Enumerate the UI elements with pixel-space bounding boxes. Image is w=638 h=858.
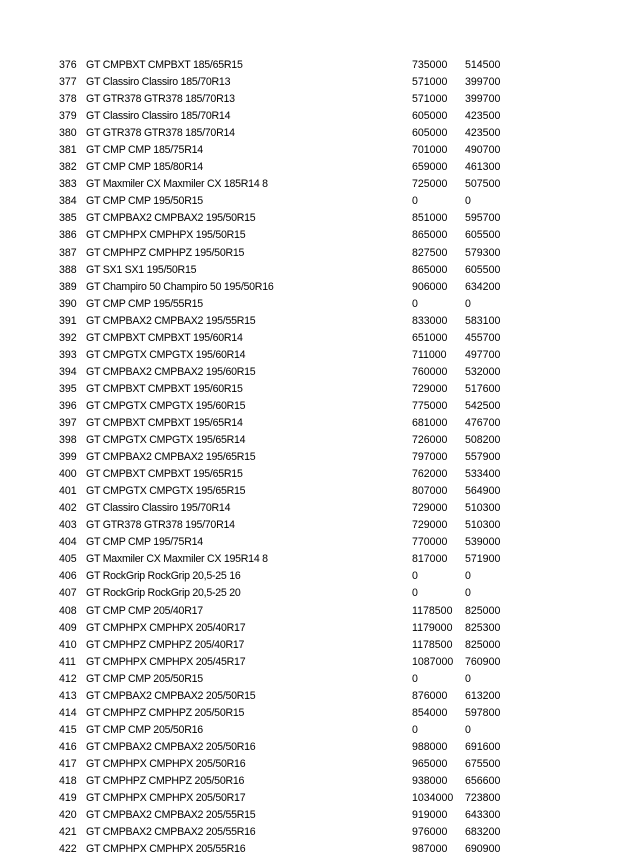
product-description: GT Classiro Classiro 195/70R14 bbox=[86, 502, 231, 515]
row-number: 394 bbox=[59, 365, 77, 378]
net-price: 634200 bbox=[465, 280, 501, 293]
net-price: 564900 bbox=[465, 485, 501, 498]
product-description: GT CMPGTX CMPGTX 195/60R14 bbox=[86, 348, 246, 361]
product-description: GT CMPHPZ CMPHPZ 205/50R16 bbox=[86, 774, 245, 787]
list-price: 762000 bbox=[412, 468, 448, 481]
list-price: 605000 bbox=[412, 110, 448, 123]
list-price: 976000 bbox=[412, 826, 448, 839]
table-row bbox=[0, 415, 638, 432]
list-price: 729000 bbox=[412, 382, 448, 395]
net-price: 643300 bbox=[465, 809, 501, 822]
net-price: 825000 bbox=[465, 604, 501, 617]
product-description: GT CMPGTX CMPGTX 195/65R14 bbox=[86, 434, 246, 447]
table-row bbox=[0, 551, 638, 568]
table-row bbox=[0, 688, 638, 705]
list-price: 571000 bbox=[412, 76, 448, 89]
table-row bbox=[0, 176, 638, 193]
net-price: 723800 bbox=[465, 792, 501, 805]
product-description: GT CMPHPX CMPHPX 205/50R17 bbox=[86, 792, 246, 805]
net-price: 691600 bbox=[465, 740, 501, 753]
row-number: 421 bbox=[59, 826, 77, 839]
list-price: 725000 bbox=[412, 178, 448, 191]
product-description: GT CMP CMP 195/50R15 bbox=[86, 195, 203, 208]
net-price: 0 bbox=[465, 587, 471, 600]
table-row bbox=[0, 654, 638, 671]
list-price: 1178500 bbox=[412, 638, 453, 651]
net-price: 683200 bbox=[465, 826, 501, 839]
row-number: 388 bbox=[59, 263, 77, 276]
list-price: 726000 bbox=[412, 434, 448, 447]
net-price: 0 bbox=[465, 570, 471, 583]
list-price: 0 bbox=[412, 587, 418, 600]
table-row bbox=[0, 210, 638, 227]
product-description: GT Classiro Classiro 185/70R13 bbox=[86, 76, 231, 89]
list-price: 906000 bbox=[412, 280, 448, 293]
product-description: GT CMPHPZ CMPHPZ 195/50R15 bbox=[86, 246, 245, 259]
net-price: 510300 bbox=[465, 502, 501, 515]
row-number: 413 bbox=[59, 689, 77, 702]
list-price: 988000 bbox=[412, 740, 448, 753]
table-row bbox=[0, 620, 638, 637]
product-description: GT CMPBAX2 CMPBAX2 195/50R15 bbox=[86, 212, 256, 225]
list-price: 807000 bbox=[412, 485, 448, 498]
net-price: 0 bbox=[465, 672, 471, 685]
row-number: 377 bbox=[59, 76, 77, 89]
product-description: GT CMPBAX2 CMPBAX2 205/50R16 bbox=[86, 740, 256, 753]
table-row bbox=[0, 773, 638, 790]
row-number: 414 bbox=[59, 706, 77, 719]
list-price: 1087000 bbox=[412, 655, 454, 668]
product-description: GT CMP CMP 195/75R14 bbox=[86, 536, 203, 549]
table-row bbox=[0, 125, 638, 142]
row-number: 419 bbox=[59, 792, 77, 805]
row-number: 412 bbox=[59, 672, 77, 685]
row-number: 418 bbox=[59, 774, 77, 787]
row-number: 392 bbox=[59, 331, 77, 344]
row-number: 380 bbox=[59, 127, 77, 140]
table-row bbox=[0, 603, 638, 620]
list-price: 701000 bbox=[412, 144, 448, 157]
product-description: GT CMPBAX2 CMPBAX2 195/55R15 bbox=[86, 314, 256, 327]
row-number: 417 bbox=[59, 757, 77, 770]
table-row bbox=[0, 824, 638, 841]
table-row bbox=[0, 671, 638, 688]
product-description: GT Maxmiler CX Maxmiler CX 185R14 8 bbox=[86, 178, 268, 191]
net-price: 476700 bbox=[465, 416, 501, 429]
row-number: 403 bbox=[59, 519, 77, 532]
product-description: GT CMP CMP 195/55R15 bbox=[86, 297, 203, 310]
row-number: 405 bbox=[59, 553, 77, 566]
list-price: 729000 bbox=[412, 519, 448, 532]
row-number: 402 bbox=[59, 502, 77, 515]
table-row bbox=[0, 347, 638, 364]
table-row bbox=[0, 108, 638, 125]
table-row bbox=[0, 466, 638, 483]
list-price: 711000 bbox=[412, 348, 447, 361]
product-description: GT CMPHPX CMPHPX 195/50R15 bbox=[86, 229, 246, 242]
product-description: GT CMPBXT CMPBXT 195/60R14 bbox=[86, 331, 243, 344]
row-number: 408 bbox=[59, 604, 77, 617]
net-price: 517600 bbox=[465, 382, 501, 395]
list-price: 729000 bbox=[412, 502, 448, 515]
net-price: 0 bbox=[465, 297, 471, 310]
row-number: 381 bbox=[59, 144, 77, 157]
list-price: 770000 bbox=[412, 536, 448, 549]
table-row bbox=[0, 483, 638, 500]
product-description: GT CMPBAX2 CMPBAX2 195/65R15 bbox=[86, 451, 256, 464]
net-price: 508200 bbox=[465, 434, 501, 447]
row-number: 376 bbox=[59, 59, 77, 71]
row-number: 401 bbox=[59, 485, 77, 498]
net-price: 675500 bbox=[465, 757, 501, 770]
net-price: 579300 bbox=[465, 246, 501, 259]
row-number: 385 bbox=[59, 212, 77, 225]
table-row bbox=[0, 722, 638, 739]
row-number: 422 bbox=[59, 843, 77, 856]
table-row bbox=[0, 739, 638, 756]
row-number: 383 bbox=[59, 178, 77, 191]
table-row bbox=[0, 432, 638, 449]
row-number: 420 bbox=[59, 809, 77, 822]
row-number: 410 bbox=[59, 638, 77, 651]
product-description: GT CMPBXT CMPBXT 185/65R15 bbox=[86, 59, 243, 71]
table-row bbox=[0, 313, 638, 330]
table-row bbox=[0, 398, 638, 415]
net-price: 557900 bbox=[465, 451, 501, 464]
row-number: 389 bbox=[59, 280, 77, 293]
product-description: GT CMPBXT CMPBXT 195/65R14 bbox=[86, 416, 243, 429]
list-price: 651000 bbox=[412, 331, 448, 344]
row-number: 391 bbox=[59, 314, 77, 327]
table-row bbox=[0, 756, 638, 773]
list-price: 0 bbox=[412, 672, 418, 685]
table-row bbox=[0, 841, 638, 858]
product-description: GT CMPHPZ CMPHPZ 205/40R17 bbox=[86, 638, 245, 651]
list-price: 605000 bbox=[412, 127, 448, 140]
product-description: GT RockGrip RockGrip 20,5-25 16 bbox=[86, 570, 241, 583]
list-price: 0 bbox=[412, 723, 418, 736]
product-description: GT CMP CMP 205/50R15 bbox=[86, 672, 203, 685]
list-price: 987000 bbox=[412, 843, 448, 856]
product-description: GT CMPHPX CMPHPX 205/45R17 bbox=[86, 655, 246, 668]
net-price: 583100 bbox=[465, 314, 501, 327]
list-price: 797000 bbox=[412, 451, 448, 464]
product-description: GT CMPHPZ CMPHPZ 205/50R15 bbox=[86, 706, 245, 719]
net-price: 595700 bbox=[465, 212, 501, 225]
row-number: 395 bbox=[59, 382, 77, 395]
net-price: 533400 bbox=[465, 468, 501, 481]
table-row bbox=[0, 159, 638, 176]
product-description: GT CMPHPX CMPHPX 205/55R16 bbox=[86, 843, 246, 856]
list-price: 1034000 bbox=[412, 792, 454, 805]
net-price: 605500 bbox=[465, 229, 501, 242]
list-price: 827500 bbox=[412, 246, 448, 259]
row-number: 411 bbox=[59, 655, 76, 668]
row-number: 378 bbox=[59, 93, 77, 106]
net-price: 825000 bbox=[465, 638, 501, 651]
net-price: 0 bbox=[465, 723, 471, 736]
table-row bbox=[0, 534, 638, 551]
table-row bbox=[0, 91, 638, 108]
list-price: 775000 bbox=[412, 399, 448, 412]
row-number: 382 bbox=[59, 161, 77, 174]
table-row bbox=[0, 500, 638, 517]
net-price: 656600 bbox=[465, 774, 501, 787]
table-row bbox=[0, 262, 638, 279]
table-row bbox=[0, 330, 638, 347]
product-description: GT CMP CMP 185/75R14 bbox=[86, 144, 203, 157]
net-price: 455700 bbox=[465, 331, 501, 344]
product-description: GT CMPBXT CMPBXT 195/65R15 bbox=[86, 468, 243, 481]
list-price: 876000 bbox=[412, 689, 448, 702]
row-number: 393 bbox=[59, 348, 77, 361]
table-row bbox=[0, 296, 638, 313]
list-price: 760000 bbox=[412, 365, 448, 378]
list-price: 833000 bbox=[412, 314, 448, 327]
row-number: 415 bbox=[59, 723, 77, 736]
table-row bbox=[0, 517, 638, 534]
table-row bbox=[0, 74, 638, 91]
product-description: GT CMPBAX2 CMPBAX2 205/55R16 bbox=[86, 826, 256, 839]
table-row bbox=[0, 57, 638, 74]
list-price: 854000 bbox=[412, 706, 448, 719]
product-description: GT CMP CMP 185/80R14 bbox=[86, 161, 203, 174]
product-description: GT GTR378 GTR378 195/70R14 bbox=[86, 519, 235, 532]
product-description: GT Champiro 50 Champiro 50 195/50R16 bbox=[86, 280, 274, 293]
product-description: GT Maxmiler CX Maxmiler CX 195R14 8 bbox=[86, 553, 268, 566]
net-price: 399700 bbox=[465, 76, 501, 89]
row-number: 379 bbox=[59, 110, 77, 123]
net-price: 510300 bbox=[465, 519, 501, 532]
table-row bbox=[0, 364, 638, 381]
table-row bbox=[0, 449, 638, 466]
table-row bbox=[0, 245, 638, 262]
list-price: 571000 bbox=[412, 93, 448, 106]
net-price: 597800 bbox=[465, 706, 501, 719]
list-price: 817000 bbox=[412, 553, 448, 566]
list-price: 0 bbox=[412, 297, 418, 310]
list-price: 659000 bbox=[412, 161, 448, 174]
table-row bbox=[0, 279, 638, 296]
net-price: 423500 bbox=[465, 127, 501, 140]
row-number: 400 bbox=[59, 468, 77, 481]
product-description: GT CMPBXT CMPBXT 195/60R15 bbox=[86, 382, 243, 395]
table-row bbox=[0, 790, 638, 807]
list-price: 0 bbox=[412, 195, 418, 208]
net-price: 532000 bbox=[465, 365, 501, 378]
net-price: 605500 bbox=[465, 263, 501, 276]
list-price: 965000 bbox=[412, 757, 448, 770]
row-number: 396 bbox=[59, 399, 77, 412]
net-price: 490700 bbox=[465, 144, 501, 157]
table-row bbox=[0, 381, 638, 398]
table-row bbox=[0, 193, 638, 210]
net-price: 423500 bbox=[465, 110, 501, 123]
table-row bbox=[0, 637, 638, 654]
list-price: 681000 bbox=[412, 416, 448, 429]
row-number: 390 bbox=[59, 297, 77, 310]
row-number: 398 bbox=[59, 434, 77, 447]
list-price: 1178500 bbox=[412, 604, 453, 617]
net-price: 690900 bbox=[465, 843, 501, 856]
list-price: 919000 bbox=[412, 809, 448, 822]
table-row bbox=[0, 807, 638, 824]
table-row bbox=[0, 227, 638, 244]
net-price: 760900 bbox=[465, 655, 501, 668]
row-number: 386 bbox=[59, 229, 77, 242]
list-price: 865000 bbox=[412, 263, 448, 276]
list-price: 0 bbox=[412, 570, 418, 583]
table-row bbox=[0, 585, 638, 602]
net-price: 507500 bbox=[465, 178, 501, 191]
net-price: 542500 bbox=[465, 399, 501, 412]
list-price: 865000 bbox=[412, 229, 448, 242]
product-description: GT GTR378 GTR378 185/70R13 bbox=[86, 93, 235, 106]
table-row bbox=[0, 705, 638, 722]
net-price: 539000 bbox=[465, 536, 501, 549]
product-description: GT CMPGTX CMPGTX 195/60R15 bbox=[86, 399, 246, 412]
product-description: GT CMPBAX2 CMPBAX2 205/50R15 bbox=[86, 689, 256, 702]
list-price: 735000 bbox=[412, 59, 448, 71]
row-number: 406 bbox=[59, 570, 77, 583]
row-number: 399 bbox=[59, 451, 77, 464]
row-number: 409 bbox=[59, 621, 77, 634]
list-price: 1179000 bbox=[412, 621, 453, 634]
net-price: 461300 bbox=[465, 161, 501, 174]
net-price: 571900 bbox=[465, 553, 501, 566]
product-description: GT CMP CMP 205/40R17 bbox=[86, 604, 203, 617]
row-number: 384 bbox=[59, 195, 77, 208]
product-description: GT CMPBAX2 CMPBAX2 195/60R15 bbox=[86, 365, 256, 378]
net-price: 613200 bbox=[465, 689, 501, 702]
net-price: 514500 bbox=[465, 59, 501, 71]
product-description: GT CMP CMP 205/50R16 bbox=[86, 723, 203, 736]
product-description: GT CMPGTX CMPGTX 195/65R15 bbox=[86, 485, 246, 498]
row-number: 397 bbox=[59, 416, 77, 429]
product-description: GT CMPHPX CMPHPX 205/40R17 bbox=[86, 621, 246, 634]
net-price: 399700 bbox=[465, 93, 501, 106]
row-number: 404 bbox=[59, 536, 77, 549]
price-list-table bbox=[0, 57, 638, 858]
list-price: 851000 bbox=[412, 212, 448, 225]
product-description: GT CMPHPX CMPHPX 205/50R16 bbox=[86, 757, 246, 770]
product-description: GT RockGrip RockGrip 20,5-25 20 bbox=[86, 587, 241, 600]
row-number: 387 bbox=[59, 246, 77, 259]
product-description: GT CMPBAX2 CMPBAX2 205/55R15 bbox=[86, 809, 256, 822]
product-description: GT SX1 SX1 195/50R15 bbox=[86, 263, 197, 276]
table-row bbox=[0, 142, 638, 159]
net-price: 497700 bbox=[465, 348, 501, 361]
net-price: 825300 bbox=[465, 621, 501, 634]
product-description: GT GTR378 GTR378 185/70R14 bbox=[86, 127, 235, 140]
table-row bbox=[0, 568, 638, 585]
net-price: 0 bbox=[465, 195, 471, 208]
product-description: GT Classiro Classiro 185/70R14 bbox=[86, 110, 231, 123]
list-price: 938000 bbox=[412, 774, 448, 787]
row-number: 416 bbox=[59, 740, 77, 753]
row-number: 407 bbox=[59, 587, 77, 600]
